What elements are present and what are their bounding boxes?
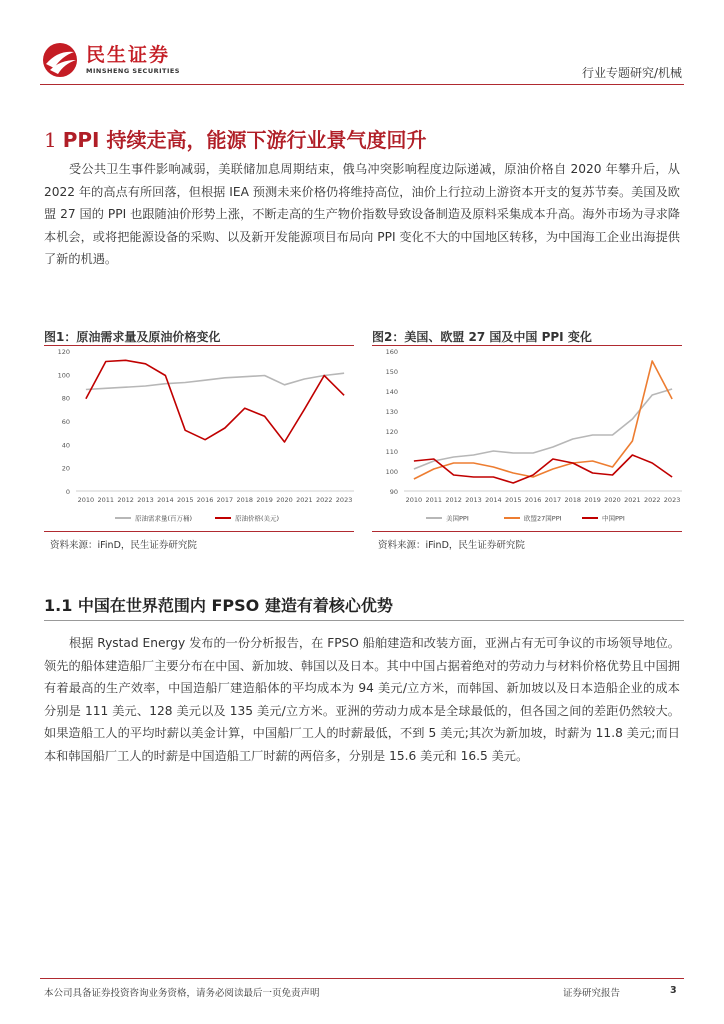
y-tick-label: 130: [385, 408, 398, 416]
y-tick-label: 60: [61, 418, 70, 426]
subsection-divider: [44, 620, 684, 621]
x-tick-label: 2020: [276, 496, 293, 504]
y-tick-label: 110: [385, 448, 398, 456]
y-tick-label: 120: [57, 348, 70, 356]
x-tick-label: 2020: [604, 496, 621, 504]
figure2-chart: [372, 346, 682, 530]
subsection-paragraph: 根据 Rystad Energy 发布的一份分析报告，在 FPSO 船舶建造和改装方面，亚洲占有无可争议的市场领导地位。领先的船体建造船厂主要分布在中国、新加坡、韩国以及日本。其中中国占据着绝对的劳动力与材料价格优势且中国拥有着最高的生产效率，中国造船厂建造船体的平均成本为 94 美元/立方米，而韩国、新加坡以及日本造船企业的成本分别是 111 美元、128 美元以及 135 美元/立方米。亚洲的劳动力成本是全球最低的，但各国之间的差距仍然较大。如果造船工人的平均时薪以美金计算，中国船厂工人的时薪最低，不到 5 美元;其次为新加坡，时薪为 11.8 美元;而日本和韩国船厂工人的时薪是中国造船工厂时薪的两倍多，分别是 15.6 美元和 16.5 美元。: [44, 636, 680, 763]
x-tick-label: 2011: [425, 496, 443, 504]
y-tick-label: 40: [61, 441, 70, 450]
x-tick-label: 2019: [256, 496, 273, 504]
page-number: 3: [670, 985, 677, 996]
y-tick-label: 0: [65, 488, 70, 496]
figure2-source: 资料来源：iFinD，民生证券研究院: [378, 540, 525, 551]
x-tick-label: 2014: [485, 496, 502, 504]
y-tick-label: 20: [61, 464, 70, 473]
x-tick-label: 2018: [564, 496, 582, 504]
x-tick-label: 2017: [216, 496, 234, 504]
x-tick-label: 2018: [236, 496, 254, 504]
x-tick-label: 2016: [524, 496, 542, 504]
x-tick-label: 2021: [296, 496, 313, 504]
legend-label: 原油价格(美元): [235, 514, 280, 523]
legend-label: 美国PPI: [446, 514, 469, 523]
legend-label: 中国PPI: [602, 514, 625, 523]
y-tick-label: 140: [385, 388, 398, 396]
section-number: 1: [44, 128, 57, 152]
x-tick-label: 2013: [465, 496, 482, 504]
x-tick-label: 2021: [624, 496, 641, 504]
x-tick-label: 2015: [176, 496, 194, 504]
header-divider: [40, 84, 684, 85]
footer-report-type: 证券研究报告: [563, 988, 621, 999]
x-tick-label: 2011: [97, 496, 115, 504]
subsection-title: 1.1 中国在世界范围内 FPSO 建造有着核心优势: [44, 596, 393, 615]
x-tick-label: 2016: [196, 496, 214, 504]
x-tick-label: 2010: [77, 496, 95, 504]
y-tick-label: 150: [385, 368, 398, 376]
section-title-text: PPI 持续走高，能源下游行业景气度回升: [62, 128, 427, 152]
figure1-bottom-rule: [44, 531, 354, 532]
figure1-caption: 图1：原油需求量及原油价格变化: [44, 330, 221, 344]
figure2-caption: 图2：美国、欧盟 27 国及中国 PPI 变化: [372, 330, 592, 344]
y-tick-label: 80: [61, 394, 70, 403]
x-tick-label: 2022: [643, 496, 661, 504]
x-tick-label: 2019: [584, 496, 601, 504]
y-tick-label: 120: [385, 428, 398, 436]
legend-label: 欧盟27国PPI: [524, 514, 562, 523]
x-tick-label: 2023: [335, 496, 353, 504]
figure1-chart: [44, 346, 354, 530]
x-tick-label: 2013: [137, 496, 154, 504]
footer-disclaimer: 本公司具备证券投资咨询业务资格，请务必阅读最后一页免责声明: [44, 988, 320, 999]
x-tick-label: 2015: [504, 496, 522, 504]
section-paragraph: 受公共卫生事件影响减弱，美联储加息周期结束，俄乌冲突影响程度边际递减，原油价格自 2020 年攀升后，从 2022 年的高点有所回落，但根据 IEA 预测未来价格仍将维持高位，油价上行拉动上游资本开支的复苏节奏。美国及欧盟 27 国的 PPI 也跟随油价形势上涨，不断走高的生产物价指数导致设备制造及原料采集成本升高。海外市场为寻求降本机会，或将把能源设备的采购、以及新开发能源项目布局向 PPI 变化不大的中国地区转移，为中国海工企业出海提供了新的机遇。: [44, 162, 680, 266]
report-category: 行业专题研究/机械: [581, 66, 682, 80]
x-tick-label: 2023: [663, 496, 681, 504]
y-tick-label: 160: [385, 348, 398, 356]
x-tick-label: 2014: [157, 496, 174, 504]
series-line: [414, 389, 672, 469]
series-line: [414, 361, 672, 479]
footer-divider: [40, 978, 684, 979]
series-line: [86, 373, 344, 389]
logo-cn-text: 民生证券: [86, 44, 171, 66]
x-tick-label: 2017: [544, 496, 562, 504]
x-tick-label: 2010: [405, 496, 423, 504]
legend-label: 原油需求量(百万桶): [135, 514, 193, 523]
series-line: [414, 455, 672, 483]
figure1-source: 资料来源：iFinD，民生证券研究院: [50, 540, 197, 551]
section-title: [44, 124, 426, 153]
y-tick-label: 90: [389, 488, 398, 496]
figure2-bottom-rule: [372, 531, 682, 532]
x-tick-label: 2012: [445, 496, 462, 504]
logo-en-text: MINSHENG SECURITIES: [86, 67, 180, 75]
x-tick-label: 2022: [315, 496, 333, 504]
logo: [40, 42, 180, 78]
y-tick-label: 100: [385, 468, 398, 476]
series-line: [86, 360, 344, 442]
x-tick-label: 2012: [117, 496, 134, 504]
y-tick-label: 100: [57, 371, 70, 380]
minsheng-logo-icon: [40, 42, 80, 78]
